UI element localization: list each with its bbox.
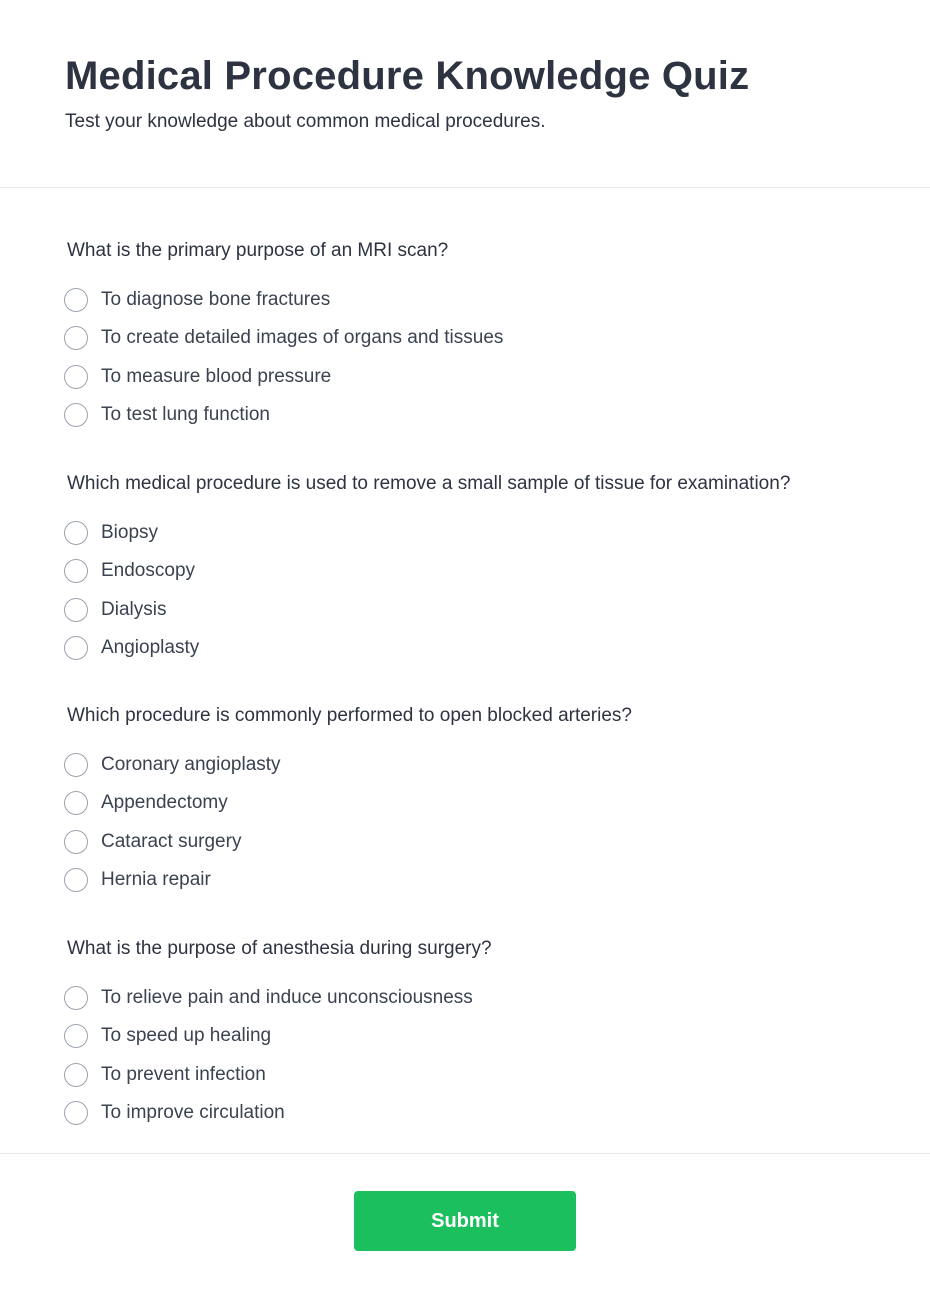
- option-2-d[interactable]: [64, 629, 790, 667]
- option-1-c[interactable]: [64, 358, 503, 396]
- question-options: [64, 281, 503, 434]
- question-options: [64, 979, 492, 1132]
- option-4-c[interactable]: [64, 1056, 492, 1094]
- option-1-d[interactable]: [64, 396, 503, 434]
- option-label: To improve circulation: [101, 1102, 285, 1124]
- radio-button[interactable]: [64, 791, 88, 815]
- option-2-a[interactable]: [64, 514, 790, 552]
- option-3-c[interactable]: [64, 823, 632, 861]
- option-label: To prevent infection: [101, 1063, 266, 1085]
- option-1-b[interactable]: [64, 319, 503, 357]
- page-subtitle: Test your knowledge about common medical procedures.: [65, 111, 546, 132]
- radio-button[interactable]: [64, 986, 88, 1010]
- option-label: To diagnose bone fractures: [101, 289, 331, 311]
- option-label: Cataract surgery: [101, 830, 242, 852]
- option-2-c[interactable]: [64, 591, 790, 629]
- question-options: [64, 514, 790, 667]
- question-4: [64, 937, 492, 1132]
- radio-button[interactable]: [64, 288, 88, 312]
- question-text: Which medical procedure is used to remove a small sample of tissue for examination?: [67, 473, 791, 494]
- option-label: Endoscopy: [101, 560, 196, 582]
- radio-button[interactable]: [64, 559, 88, 583]
- radio-button[interactable]: [64, 598, 88, 622]
- option-3-a[interactable]: [64, 746, 632, 784]
- radio-button[interactable]: [64, 830, 88, 854]
- question-text: Which procedure is commonly performed to open blocked arteries?: [67, 705, 632, 726]
- option-3-d[interactable]: [64, 861, 632, 899]
- radio-button[interactable]: [64, 403, 88, 427]
- option-1-a[interactable]: [64, 281, 503, 319]
- option-4-a[interactable]: [64, 979, 492, 1017]
- radio-button[interactable]: [64, 1024, 88, 1048]
- quiz-body: [0, 188, 930, 1154]
- option-label: Dialysis: [101, 598, 167, 620]
- option-4-b[interactable]: [64, 1017, 492, 1055]
- radio-button[interactable]: [64, 1101, 88, 1125]
- radio-button[interactable]: [64, 365, 88, 389]
- option-4-d[interactable]: [64, 1094, 492, 1132]
- option-label: To measure blood pressure: [101, 365, 332, 387]
- option-2-b[interactable]: [64, 552, 790, 590]
- option-label: To create detailed images of organs and tissues: [101, 327, 504, 349]
- radio-button[interactable]: [64, 868, 88, 892]
- option-3-b[interactable]: [64, 784, 632, 822]
- question-text: What is the primary purpose of an MRI scan?: [67, 240, 449, 261]
- radio-button[interactable]: [64, 326, 88, 350]
- question-text: What is the purpose of anesthesia during surgery?: [67, 938, 492, 959]
- page-title: Medical Procedure Knowledge Quiz: [65, 54, 750, 98]
- option-label: Angioplasty: [101, 637, 200, 659]
- question-options: [64, 746, 632, 899]
- option-label: Coronary angioplasty: [101, 754, 281, 776]
- question-1: [64, 239, 503, 434]
- quiz-footer: [0, 1154, 930, 1300]
- option-label: Hernia repair: [101, 869, 211, 891]
- option-label: To relieve pain and induce unconsciousness: [101, 987, 473, 1009]
- option-label: Biopsy: [101, 522, 159, 544]
- option-label: To test lung function: [101, 404, 270, 426]
- quiz-header: [0, 0, 930, 188]
- radio-button[interactable]: [64, 636, 88, 660]
- radio-button[interactable]: [64, 1063, 88, 1087]
- question-3: [64, 704, 632, 899]
- radio-button[interactable]: [64, 753, 88, 777]
- submit-button[interactable]: Submit: [354, 1191, 576, 1251]
- question-2: [64, 472, 790, 667]
- option-label: To speed up healing: [101, 1025, 272, 1047]
- radio-button[interactable]: [64, 521, 88, 545]
- option-label: Appendectomy: [101, 792, 228, 814]
